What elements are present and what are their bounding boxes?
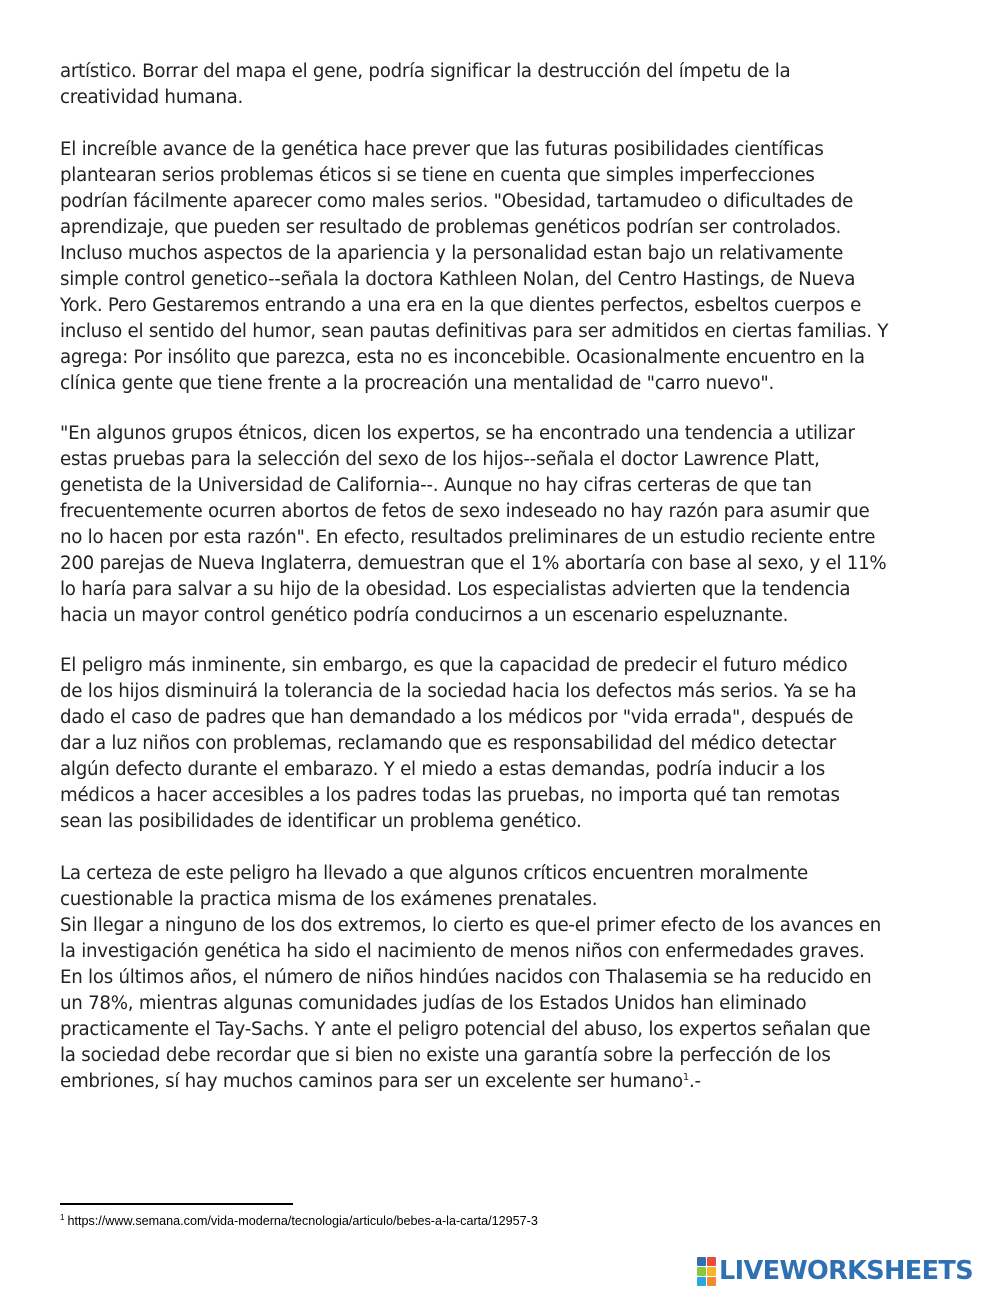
text-line: hacia un mayor control genético podría conducirnos a un escenario espeluznante.: [60, 605, 789, 626]
text-line: aprendizaje, que pueden ser resultado de problemas genéticos podrían ser controlados.: [60, 217, 842, 238]
text-line: agrega: Por insólito que parezca, esta no es inconcebible. Ocasionalmente encuentro en la: [60, 347, 865, 368]
footnote-reference[interactable]: 1: [682, 1071, 689, 1083]
text-line: clínica gente que tiene frente a la procreación una mentalidad de "carro nuevo".: [60, 373, 775, 394]
footnote-divider: [60, 1203, 293, 1205]
text-line: estas pruebas para la selección del sexo de los hijos--señala el doctor Lawrence Platt,: [60, 449, 820, 470]
text-line: dado el caso de padres que han demandado a los médicos por "vida errada", después de: [60, 707, 854, 728]
text-line: no lo hacen por esta razón". En efecto, resultados preliminares de un estudio reciente entre: [60, 527, 876, 548]
text-line: El peligro más inminente, sin embargo, es que la capacidad de predecir el futuro médico: [60, 655, 848, 676]
text-line: simple control genetico--señala la doctora Kathleen Nolan, del Centro Hastings, de Nueva: [60, 269, 856, 290]
text-line: La certeza de este peligro ha llevado a que algunos críticos encuentren moralmente: [60, 863, 808, 884]
text-line: lo haría para salvar a su hijo de la obesidad. Los especialistas advierten que la tendencia: [60, 579, 851, 600]
last-line-suffix: .-: [688, 1071, 701, 1092]
text-line: un 78%, mientras algunas comunidades judías de los Estados Unidos han eliminado: [60, 993, 807, 1014]
text-line-last: [60, 1069, 940, 1095]
text-line: frecuentemente ocurren abortos de fetos de sexo indeseado no hay razón para asumir que: [60, 501, 870, 522]
text-line: El increíble avance de la genética hace prever que las futuras posibilidades científicas: [60, 139, 824, 160]
footnote-link[interactable]: https://www.semana.com/vida-moderna/tecnologia/articulo/bebes-a-la-carta/12957-3: [67, 1214, 538, 1229]
text-line: médicos a hacer accesibles a los padres todas las pruebas, no importa qué tan remotas: [60, 785, 840, 806]
text-line: podrían fácilmente aparecer como males serios. "Obesidad, tartamudeo o dificultades de: [60, 191, 854, 212]
last-line-text: embriones, sí hay muchos caminos para ser un excelente ser humano: [60, 1071, 683, 1092]
footnote: [60, 1213, 538, 1228]
text-line: En los últimos años, el número de niños hindúes nacidos con Thalasemia se ha reducido en: [60, 967, 872, 988]
text-line: cuestionable la practica misma de los exámenes prenatales.: [60, 889, 598, 910]
paragraph-3: [60, 421, 940, 629]
paragraph-1: [60, 59, 940, 111]
liveworksheets-brand[interactable]: [697, 1254, 973, 1288]
text-line: plantearan serios problemas éticos si se tiene en cuenta que simples imperfecciones: [60, 165, 815, 186]
text-line: algún defecto durante el embarazo. Y el miedo a estas demandas, podría inducir a los: [60, 759, 825, 780]
text-line: creatividad humana.: [60, 87, 244, 108]
text-line: Incluso muchos aspectos de la apariencia y la personalidad estan bajo un relativamente: [60, 243, 844, 264]
text-line: incluso el sentido del humor, sean pautas definitivas para ser admitidos en ciertas familias. Y: [60, 321, 889, 342]
text-line: artístico. Borrar del mapa el gene, podría significar la destrucción del ímpetu de la: [60, 61, 791, 82]
text-line: Sin llegar a ninguno de los dos extremos, lo cierto es que-el primer efecto de los avances en: [60, 915, 882, 936]
text-line: la investigación genética ha sido el nacimiento de menos niños con enfermedades graves.: [60, 941, 865, 962]
text-line: genetista de la Universidad de California--. Aunque no hay cifras certeras de que tan: [60, 475, 812, 496]
text-line: dar a luz niños con problemas, reclamando que es responsabilidad del médico detectar: [60, 733, 837, 754]
paragraph-2: [60, 137, 940, 397]
text-line: la sociedad debe recordar que si bien no existe una garantía sobre la perfección de los: [60, 1045, 831, 1066]
text-line: sean las posibilidades de identificar un problema genético.: [60, 811, 582, 832]
text-line: de los hijos disminuirá la tolerancia de la sociedad hacia los defectos más serios. Ya se ha: [60, 681, 857, 702]
footnote-number: 1: [60, 1213, 65, 1222]
paragraph-4: [60, 653, 940, 835]
text-line: 200 parejas de Nueva Inglaterra, demuestran que el 1% abortaría con base al sexo, y el 11%: [60, 553, 887, 574]
paragraph-5: [60, 861, 940, 1095]
text-line: York. Pero Gestaremos entrando a una era en la que dientes perfectos, esbeltos cuerpos e: [60, 295, 862, 316]
liveworksheets-logo-icon: [697, 1257, 716, 1286]
text-line: practicamente el Tay-Sachs. Y ante el peligro potencial del abuso, los expertos señalan que: [60, 1019, 871, 1040]
text-line: "En algunos grupos étnicos, dicen los expertos, se ha encontrado una tendencia a utilizar: [60, 423, 855, 444]
brand-name: LIVEWORKSHEETS: [719, 1256, 973, 1286]
